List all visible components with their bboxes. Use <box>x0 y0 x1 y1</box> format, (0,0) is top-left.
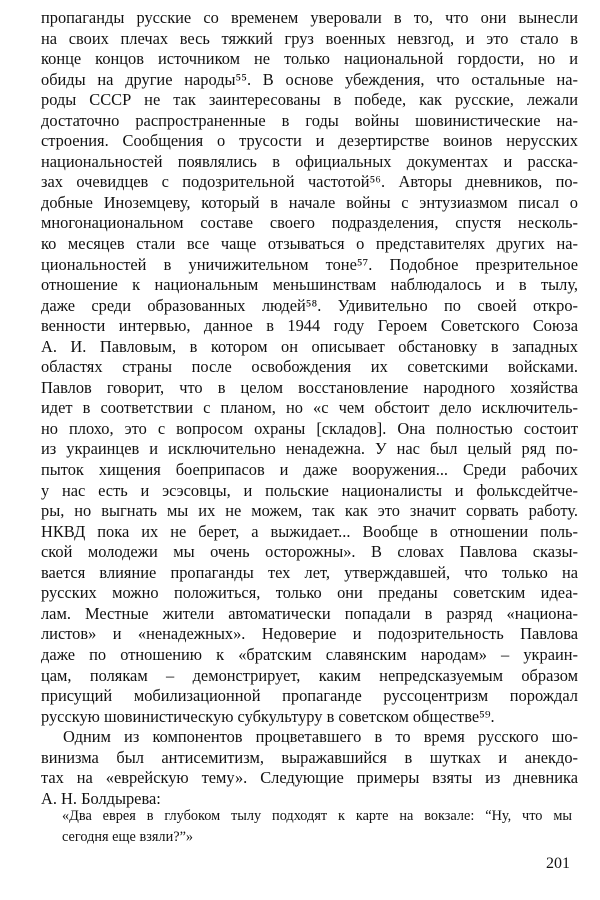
text-line: у нас есть и эсэсовцы, и польские националисты и фольксдейтче- <box>41 480 578 500</box>
quote-line: «Два еврея в глубоком тылу подходят к карте на вокзале: “Ну, что мы <box>62 808 572 824</box>
text-line: идет в соответствии с планом, но «с чем обстоит дело исключитель- <box>41 398 578 418</box>
page-number: 201 <box>546 855 570 872</box>
text-line: из украинцев и исключительно ненадежна. У нас был целый ряд по- <box>41 439 578 459</box>
quote-line: сегодня еще взяли?”» <box>62 829 194 845</box>
text-line: циональностей в уничижительном тоне⁵⁷. Подобное презрительное <box>41 254 578 274</box>
text-line: даже по отношению к «братским славянским народам» – украин- <box>41 644 578 664</box>
text-line: отношение к национальным меньшинствам наблюдалось и в тылу, <box>41 275 578 295</box>
text-line: роды СССР не так заинтересованы в победе, как русские, лежали <box>41 90 578 110</box>
text-line: добные Иноземцеву, который в начале войны с энтузиазмом писал о <box>41 192 578 212</box>
text-line: лам. Местные жители автоматически попадали в разряд «национа- <box>41 603 578 623</box>
text-line: пропаганды русские со временем уверовали в то, что они вынесли <box>41 8 578 27</box>
text-line: А. Н. Болдырева: <box>41 788 161 808</box>
text-line: Павлов говорит, что в целом восстановление народного хозяйства <box>41 377 578 397</box>
text-line: русскую шовинистическую субкультуру в советском обществе⁵⁹. <box>41 706 495 726</box>
text-line: тах на «еврейскую тему». Следующие примеры взяты из дневника <box>41 768 578 788</box>
text-line: цам, полякам – демонстрирует, каким непредсказуемым образом <box>41 665 578 685</box>
text-line: зах очевидцев с подозрительной частотой⁵⁶. Авторы дневников, по- <box>41 172 578 192</box>
body-text <box>41 8 578 809</box>
text-line: обиды на другие народы⁵⁵. В основе убеждения, что остальные на- <box>41 69 578 89</box>
paragraph <box>41 8 578 727</box>
paragraph <box>41 727 578 809</box>
text-line: национальностей появлялись в официальных документах и расска- <box>41 151 578 171</box>
text-line: достаточно распространенные в годы войны шовинистические на- <box>41 110 578 130</box>
text-line: даже среди образованных людей⁵⁸. Удивительно по своей откро- <box>41 295 578 315</box>
text-line: ко месяцев стали все чаще отзываться о представителях других на- <box>41 234 578 254</box>
text-line: присущий мобилизационной пропаганде руссоцентризм порождал <box>41 686 578 706</box>
text-line: конце концов источником не только национальной гордости, но и <box>41 49 578 69</box>
block-quote <box>62 806 572 848</box>
text-line: ской молодежи мы очень осторожны». В словах Павлова сказы- <box>41 542 578 562</box>
text-line: А. И. Павловым, в котором он описывает обстановку в западных <box>41 336 578 356</box>
text-line: пыток хищения боеприпасов и даже вооружения... Среди рабочих <box>41 460 578 480</box>
text-line: вается влияние пропаганды тех лет, утверждавшей, что только на <box>41 562 578 582</box>
text-line: винизма был антисемитизм, выражавшийся в шутках и анекдо- <box>41 747 578 767</box>
text-line: русских можно положиться, только они преданы советским идеа- <box>41 583 578 603</box>
text-line: Одним из компонентов процветавшего в то время русского шо- <box>63 727 578 747</box>
text-line: листов» и «ненадежных». Недоверие и подозрительность Павлова <box>41 624 578 644</box>
text-line: строения. Сообщения о трусости и дезертирстве воинов нерусских <box>41 131 578 151</box>
text-line: ры, но выгнать мы их не можем, так как это значит сорвать работу. <box>41 501 578 521</box>
text-line: областях страны после освобождения их советскими войсками. <box>41 357 578 377</box>
text-line: венности интервью, данное в 1944 году Героем Советского Союза <box>41 316 578 336</box>
text-line: НКВД пока их не берет, а выжидает... Вообще в отношении поль- <box>41 521 578 541</box>
text-line: на своих плечах весь тяжкий груз военных невзгод, и это стало в <box>41 28 578 48</box>
text-line: многонациональном составе своего подразделения, спустя несколь- <box>41 213 578 233</box>
text-line: но плохо, это с вопросом охраны [складов]. Она полностью состоит <box>41 418 578 438</box>
